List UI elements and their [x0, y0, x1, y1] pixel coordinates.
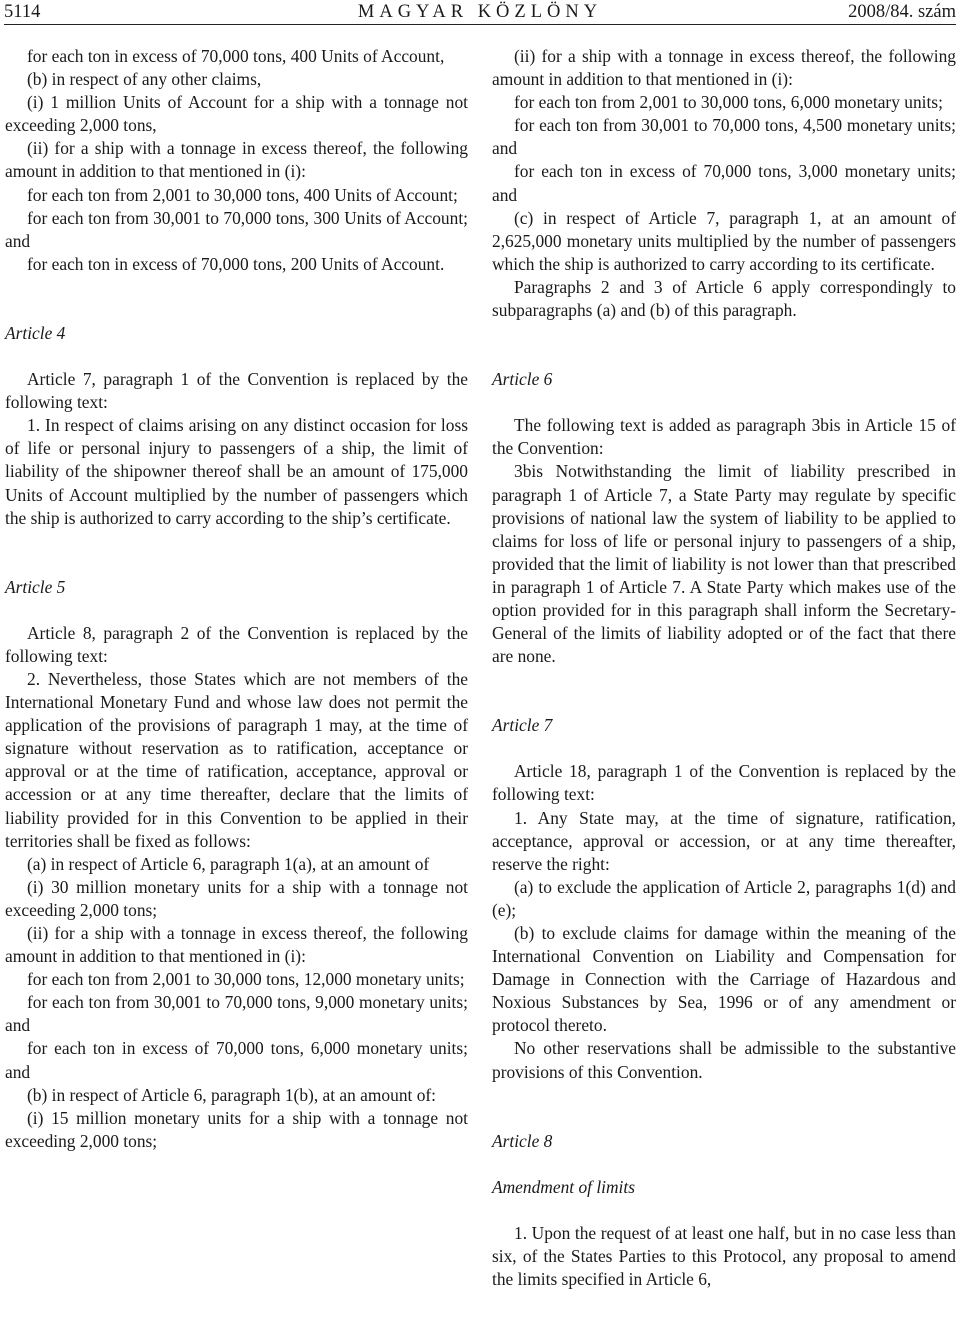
paragraph: (ii) for a ship with a tonnage in excess thereof, the following amount in addition to that mentioned in (i):	[5, 923, 468, 967]
article-4-heading: Article 4	[5, 322, 66, 343]
page-number: 5114	[4, 2, 41, 22]
paragraph: 3bis Notwithstanding the limit of liability prescribed in paragraph 1 of Article 7, a State Party may regulate by specific provisions of national law the system of liability to be applied to claims for loss of life or personal injury to passengers of a ship, provided that the limit of liability is not lower than that prescribed in paragraph 1 of Article 7. A State Party which makes use of the option provided for in this paragraph shall inform the Secretary-General of the limits of liability adopted or of the fact that there are none.	[492, 461, 956, 667]
paragraph: for each ton from 2,001 to 30,000 tons, 6,000 monetary units;	[514, 92, 943, 113]
paragraph: (ii) for a ship with a tonnage in excess thereof, the following amount in addition to that mentioned in (i):	[492, 46, 956, 90]
right-column	[492, 45, 956, 1291]
article-5-heading: Article 5	[5, 576, 66, 597]
article-7-heading: Article 7	[492, 715, 553, 736]
paragraph: for each ton in excess of 70,000 tons, 200 Units of Account.	[27, 253, 445, 274]
paragraph: The following text is added as paragraph 3bis in Article 15 of the Convention:	[492, 415, 956, 459]
article-6-heading: Article 6	[492, 369, 553, 390]
paragraph: Article 18, paragraph 1 of the Convention is replaced by the following text:	[492, 761, 956, 805]
paragraph: 2. Nevertheless, those States which are not members of the International Monetary Fund and whose law does not permit the application of the provisions of paragraph 1 may, at the time of signature without reservation as to ratification, acceptance or approval or at the time of ratification, acceptance, approval or accession or at any time thereafter, declare that the limits of liability provided for in this Convention to be applied in their territories shall be fixed as follows:	[5, 668, 468, 851]
paragraph: for each ton from 30,001 to 70,000 tons, 4,500 monetary units; and	[492, 115, 956, 159]
paragraph: for each ton in excess of 70,000 tons, 400 Units of Account,	[27, 46, 445, 66]
left-column	[5, 45, 468, 1153]
paragraph: (i) 15 million monetary units for a ship with a tonnage not exceeding 2,000 tons;	[5, 1107, 468, 1151]
paragraph: (i) 1 million Units of Account for a ship with a tonnage not exceeding 2,000 tons,	[5, 92, 468, 136]
paragraph: 1. Any State may, at the time of signature, ratification, acceptance, approval or accession, or at any time thereafter, reserve the right:	[492, 807, 956, 874]
paragraph: (a) to exclude the application of Article 2, paragraphs 1(d) and (e);	[492, 876, 956, 920]
paragraph: Paragraphs 2 and 3 of Article 6 apply correspondingly to subparagraphs (a) and (b) of this paragraph.	[492, 276, 956, 321]
journal-title: MAGYAR KÖZLÖNY	[357, 2, 603, 22]
paragraph: (b) in respect of Article 6, paragraph 1(b), at an amount of:	[27, 1084, 437, 1105]
paragraph: for each ton from 30,001 to 70,000 tons, 300 Units of Account; and	[5, 207, 468, 251]
paragraph: for each ton from 2,001 to 30,000 tons, 12,000 monetary units;	[27, 969, 465, 990]
paragraph: (i) 30 million monetary units for a ship with a tonnage not exceeding 2,000 tons;	[5, 876, 468, 920]
paragraph: (c) in respect of Article 7, paragraph 1, at an amount of 2,625,000 monetary units multiplied by the number of passengers which the ship is authorized to carry according to its certificate.	[492, 207, 956, 274]
paragraph: for each ton from 2,001 to 30,000 tons, 400 Units of Account;	[27, 184, 458, 205]
paragraph: for each ton in excess of 70,000 tons, 3,000 monetary units; and	[492, 161, 956, 205]
issue-number: 2008/84. szám	[848, 2, 956, 22]
page-header	[4, 0, 956, 25]
article-8-heading: Article 8	[492, 1130, 553, 1151]
paragraph: Article 8, paragraph 2 of the Convention is replaced by the following text:	[5, 622, 468, 666]
paragraph: (b) to exclude claims for damage within the meaning of the International Convention on Liability and Compensation for Damage in Connection with the Carriage of Hazardous and Noxious Substances by Sea, 1996 or of any amendment or protocol thereto.	[492, 923, 956, 1036]
paragraph: No other reservations shall be admissible to the substantive provisions of this Convention.	[492, 1038, 956, 1082]
paragraph: (a) in respect of Article 6, paragraph 1(a), at an amount of	[27, 853, 430, 874]
paragraph: 1. In respect of claims arising on any distinct occasion for loss of life or personal injury to passengers of a ship, the limit of liability of the shipowner thereof shall be an amount of 175,000 Units of Account multiplied by the number of passengers which the ship is authorized to carry according to the ship’s certificate.	[5, 415, 468, 528]
paragraph: (ii) for a ship with a tonnage in excess thereof, the following amount in addition to that mentioned in (i):	[5, 138, 468, 182]
paragraph: Article 7, paragraph 1 of the Convention is replaced by the following text:	[5, 369, 468, 413]
paragraph: for each ton from 30,001 to 70,000 tons, 9,000 monetary units; and	[5, 992, 468, 1036]
paragraph: 1. Upon the request of at least one half, but in no case less than six, of the States Parties to this Protocol, any proposal to amend the limits specified in Article 6,	[492, 1222, 956, 1290]
article-8-subheading: Amendment of limits	[492, 1176, 635, 1197]
paragraph: (b) in respect of any other claims,	[27, 69, 262, 90]
paragraph: for each ton in excess of 70,000 tons, 6,000 monetary units; and	[5, 1038, 468, 1082]
